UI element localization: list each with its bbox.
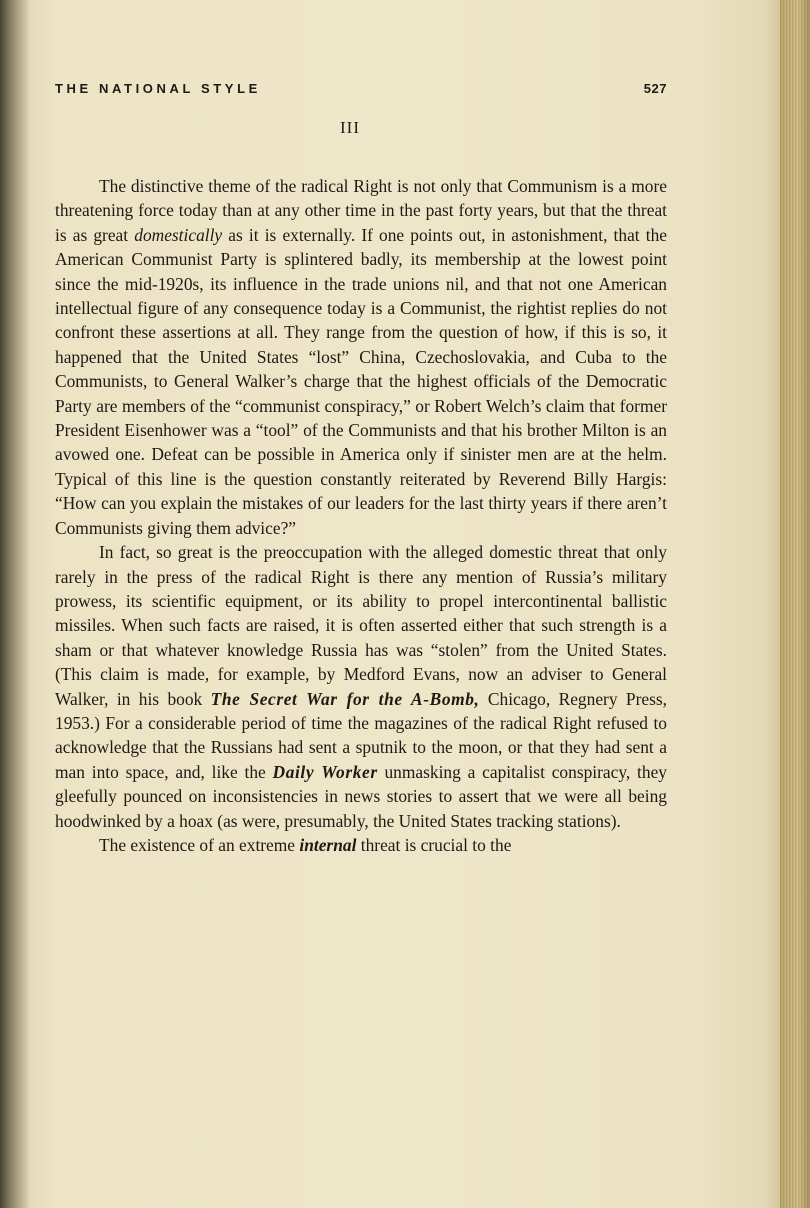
running-head — [55, 81, 667, 101]
text-run: threat is crucial to the — [356, 834, 512, 855]
running-title: THE NATIONAL STYLE — [55, 81, 261, 96]
body-text — [55, 174, 667, 857]
page-number: 527 — [643, 81, 667, 96]
text-run: The existence of an extreme — [99, 834, 300, 855]
paragraph — [55, 833, 667, 857]
section-numeral: III — [340, 118, 360, 137]
emphasis: internal — [299, 834, 357, 855]
text-run: as it is externally. If one points out, in astonishment, that the American Communist Party is splintered badly, its membership at the lowest point since the mid-1920s, its influence in the trade unions nil, and that not one American intellectual figure of any consequence today is a Communist, the rightist replies do not confront these assertions at all. They range from the question of how, if this is so, it happened that the United States “lost” China, Czechoslovakia, and Cuba to the Communists, to General Walker’s charge that the highest officials of the Democratic Party are members of the “communist conspiracy,” or Robert Welch’s claim that former President Eisenhower was a “tool” of the Communists and that his brother Milton is an avowed one. Defeat can be possible in America only if sinister men are at the helm. Typical of this line is the question constantly reiterated by Reverend Billy Hargis: “How can you explain the mistakes of our leaders for the last thirty years if there aren’t Communists giving them advice?” — [55, 224, 668, 538]
spine-shadow — [0, 0, 30, 1208]
paragraph — [55, 540, 667, 833]
text-run: In fact, so great is the preoccupation with the alleged domestic threat that only rarely in the press of the radical Right is there any mention of Russia’s military prowess, its scientific equipment, or its ability to propel intercontinental ballistic missiles. When such facts are raised, it is often asserted either that such strength is a sham or that whatever knowledge Russia has was “stolen” from the United States. (This claim is made, for example, by Medford Evans, now an adviser to General Walker, in his book — [55, 542, 667, 709]
emphasis: domestically — [134, 224, 223, 245]
text-run: unmasking a capitalist conspiracy, they gleefully pounced on inconsistencies in news stories to assert that we were all being hoodwinked by a hoax (as were, presumably, the United States tracking stations). — [55, 761, 667, 831]
page-edges-shade — [780, 0, 810, 1208]
text-run: Chicago, Regnery Press, 1953.) For a considerable period of time the magazines of the radical Right refused to acknowledge that the Russians had sent a sputnik to the moon, or that they had sent a man into space, and, like the — [55, 688, 667, 782]
paragraph — [55, 174, 667, 540]
text-run: The distinctive theme of the radical Right is not only that Communism is a more threatening force today than at any other time in the past forty years, but that the threat is as great — [55, 176, 667, 245]
book-title: The Secret War for the A-Bomb, — [210, 688, 480, 709]
newspaper-title: Daily Worker — [272, 761, 378, 782]
